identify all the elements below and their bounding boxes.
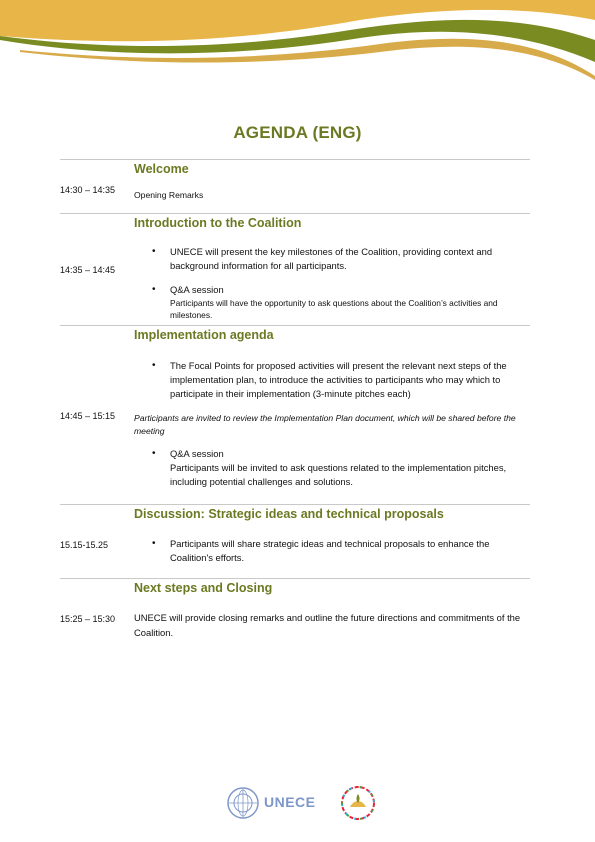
agenda-row-closing	[60, 578, 530, 649]
coalition-logo-icon	[340, 785, 376, 821]
list-item: • The Focal Points for proposed activities will present the relevant next steps of the implementation plan, to introduce the activities to participants who may which to participate in their implementation (3-minute pitches each)	[134, 359, 532, 401]
session-heading: Welcome	[134, 162, 189, 176]
agenda-row-discussion	[60, 504, 530, 579]
session-note: Participants are invited to review the Implementation Plan document, which will be shared before the meeting	[134, 413, 516, 436]
page-title: AGENDA (ENG)	[233, 123, 362, 142]
session-time: 15:25 – 15:30	[60, 614, 116, 624]
list-item: • Q&A session Participants will have the opportunity to ask questions about the Coalition’s activities and milestones.	[134, 283, 532, 321]
list-item: • Participants will share strategic ideas and technical proposals to enhance the Coalition's efforts.	[134, 537, 532, 565]
agenda-row-introduction	[60, 213, 530, 326]
header-wave-decoration	[0, 0, 595, 80]
un-emblem-icon	[226, 786, 260, 820]
session-heading: Discussion: Strategic ideas and technical proposals	[134, 507, 444, 521]
session-text: Opening Remarks	[134, 190, 204, 200]
session-text: UNECE will provide closing remarks and outline the future directions and commitments of the Coalition.	[134, 612, 521, 638]
session-time: 15.15-15.25	[60, 540, 109, 550]
agenda-row-welcome	[60, 159, 530, 214]
session-time: 14:35 – 14:45	[60, 265, 116, 275]
footer-logos	[226, 784, 386, 822]
session-heading: Introduction to the Coalition	[134, 216, 302, 230]
agenda-row-implementation	[60, 325, 530, 505]
list-item: • UNECE will present the key milestones of the Coalition, providing context and background information for all participants.	[134, 245, 532, 273]
list-item: • Q&A session Participants will be invited to ask questions related to the implementation pitches, including potential challenges and solutions.	[134, 447, 532, 489]
session-time: 14:30 – 14:35	[60, 185, 116, 195]
session-heading: Next steps and Closing	[134, 581, 273, 595]
session-time: 14:45 – 15:15	[60, 411, 116, 421]
unece-logo-text: UNECE	[264, 794, 316, 810]
session-heading: Implementation agenda	[134, 328, 274, 342]
